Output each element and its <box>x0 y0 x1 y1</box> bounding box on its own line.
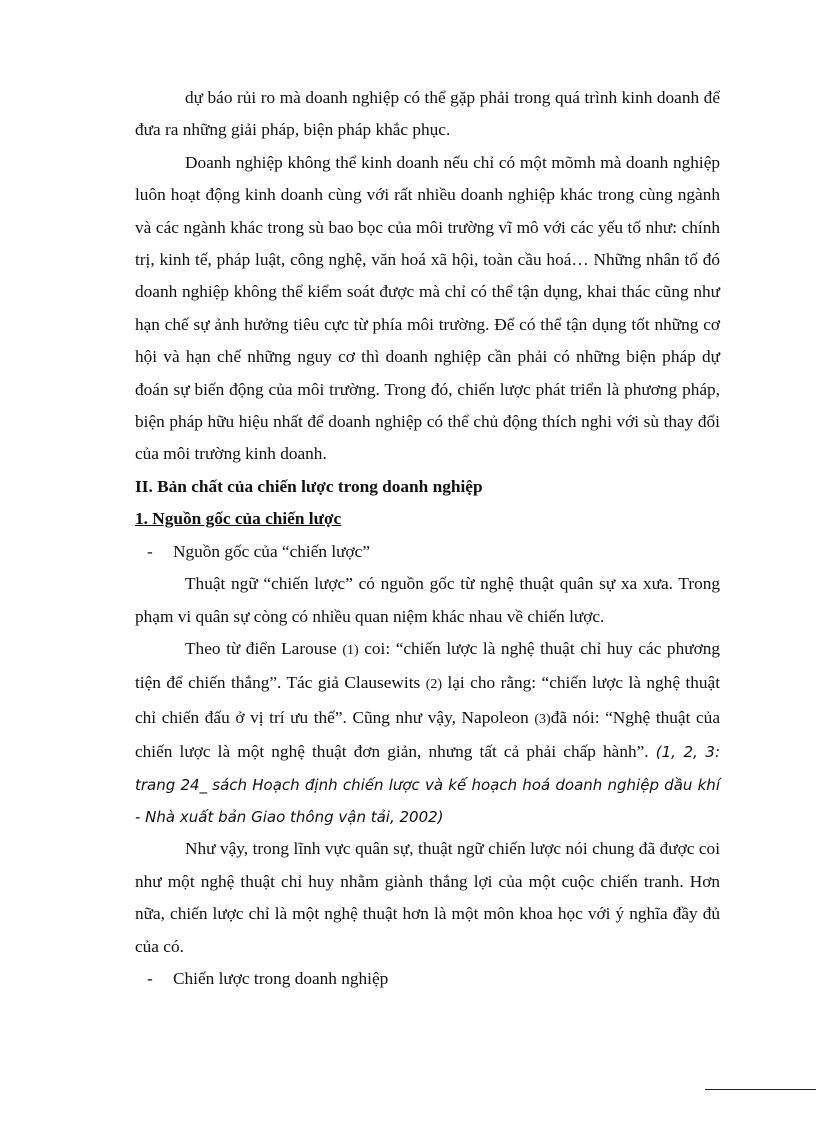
reference-marker: (2) <box>425 677 443 693</box>
paragraph-4-text: đã nói: “Nghệ thuật của chiến lược là một nghệ thuật đơn giản, nhưng tất cả phải chấp hành”. <box>135 707 720 762</box>
bullet-text: Chiến lược trong doanh nghiệp <box>173 968 389 988</box>
paragraph-5: Như vậy, trong lĩnh vực quân sự, thuật ngữ chiến lược nói chung đã được coi như một nghệ thuật chỉ huy nhằm giành thắng lợi của một cuộc chiến tranh. Hơn nữa, chiến lược chỉ là một nghệ thuật hơn là một môn khoa học với ý nghĩa đầy đủ của có. <box>135 839 720 956</box>
bullet-item <box>135 536 720 568</box>
paragraph-4-text: lại cho rằng: “chiến lược là nghệ thuật chỉ chiến đấu ở vị trí ưu thế”. Cũng như vậy, Napoleon <box>135 673 720 727</box>
citation: (1, 2, 3: trang 24_ sách Hoạch định chiến lược và kế hoạch hoá doanh nghiệp dầu khí - Nhà xuất bản Giao thông vận tải, 2002) <box>135 743 720 826</box>
reference-marker: (3) <box>534 711 551 727</box>
bullet-item <box>135 963 720 995</box>
bullet-dash: - <box>147 968 153 988</box>
subsection-heading: 1. Nguồn gốc của chiến lược <box>135 509 342 529</box>
paragraph-4-text: Theo từ điển Larouse <box>185 638 343 658</box>
paragraph-2: Doanh nghiệp không thể kinh doanh nếu chỉ có một mõmh mà doanh nghiệp luôn hoạt động kinh doanh cùng với rất nhiều doanh nghiệp khác trong cùng ngành và các ngành khác trong sù bao bọc của môi trường vĩ mô với các yếu tố như: chính trị, kinh tế, pháp luật, công nghệ, văn hoá xã hội, toàn cầu hoá… Những nhân tố đó doanh nghiệp không thể kiểm soát được mà chỉ có thể tận dụng, khai thác cũng như hạn chế sự ảnh hưởng tiêu cực từ phía môi trường. Để có thể tận dụng tốt những cơ hội và hạn chế những nguy cơ thì doanh nghiệp cần phải có những biện pháp dự đoán sự biến động của môi trường. Trong đó, chiến lược phát triển là phương pháp, biện pháp hữu hiệu nhất để doanh nghiệp có thể chủ động thích nghi với sù thay đổi của môi trường kinh doanh. <box>135 152 720 464</box>
paragraph-4-text: coi: “chiến lược là nghệ thuật chỉ huy các phương tiện để chiến thắng”. Tác giả Clausewits <box>135 638 720 693</box>
paragraph-1: dự báo rủi ro mà doanh nghiệp có thể gặp phải trong quá trình kinh doanh để đưa ra những giải pháp, biện pháp khắc phục. <box>135 88 720 140</box>
section-heading: II. Bản chất của chiến lược trong doanh nghiệp <box>135 476 483 496</box>
bullet-dash: - <box>147 541 153 561</box>
paragraph-3: Thuật ngữ “chiến lược” có nguồn gốc từ nghệ thuật quân sự xa xưa. Trong phạm vi quân sự còng có nhiều quan niệm khác nhau về chiến lược. <box>135 574 720 626</box>
reference-marker: (1) <box>342 642 359 658</box>
paragraph-4 <box>135 633 720 833</box>
footnote-separator <box>705 1089 816 1090</box>
document-page <box>135 82 720 995</box>
bullet-text: Nguồn gốc của “chiến lược” <box>173 541 370 561</box>
